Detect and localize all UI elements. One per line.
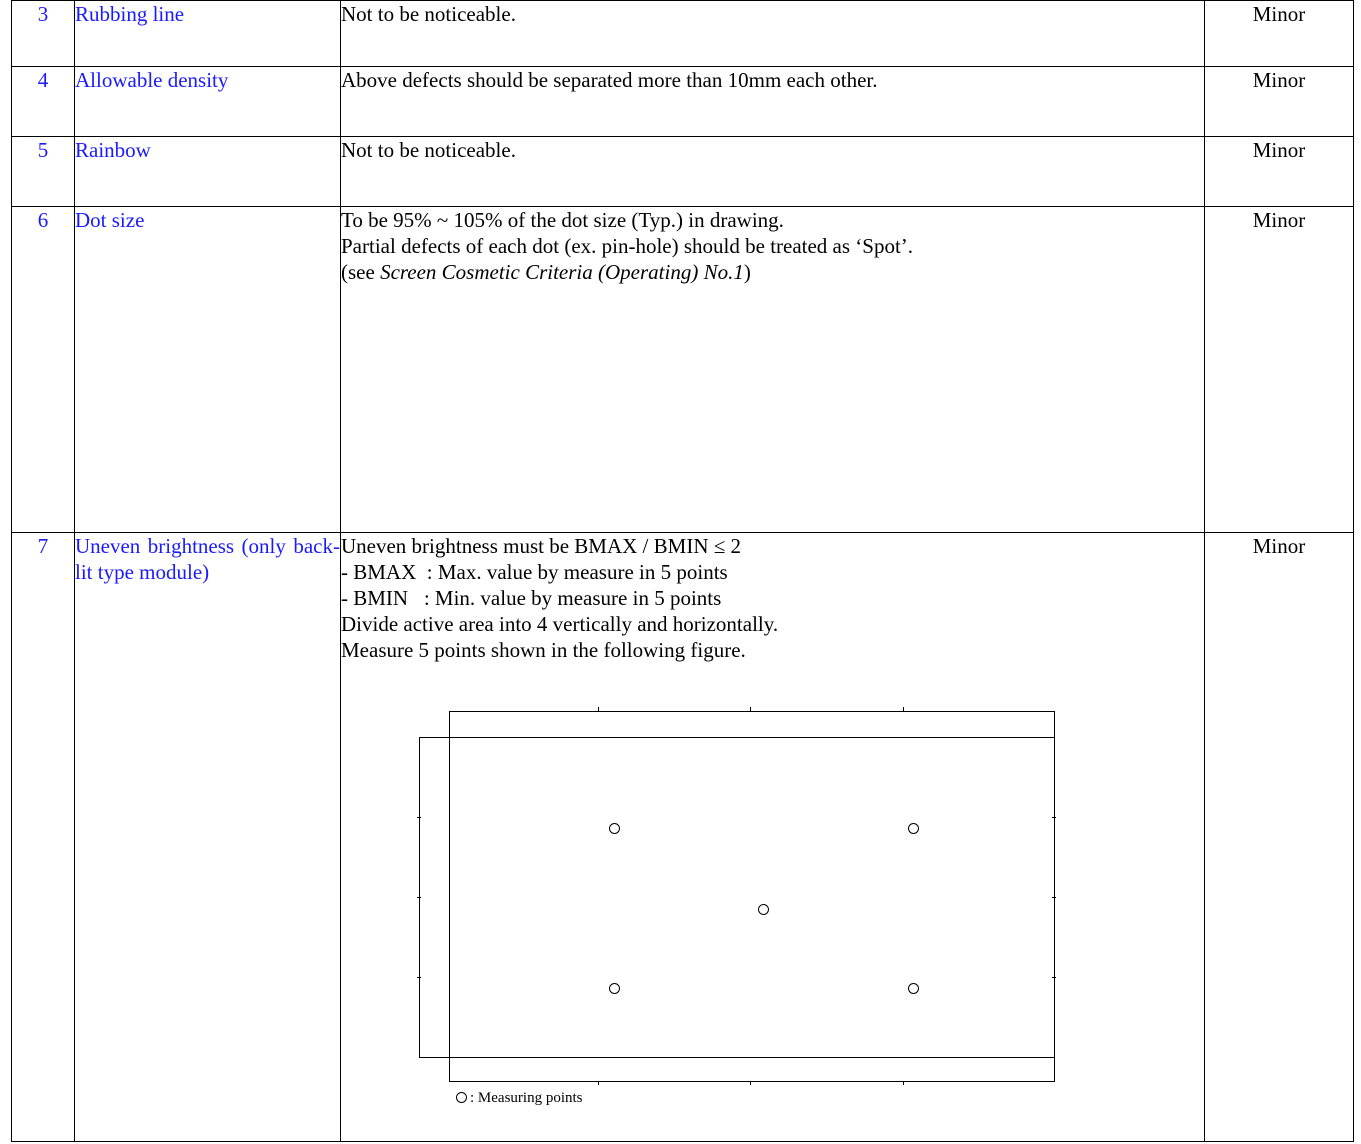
criteria-line: Uneven brightness must be BMAX / BMIN ≤ 2 xyxy=(341,534,742,558)
row-number: 4 xyxy=(12,67,75,137)
criteria-text xyxy=(341,533,1205,1142)
row-number: 7 xyxy=(12,533,75,1142)
measuring-point-icon xyxy=(456,1092,467,1103)
reference-suffix: ) xyxy=(743,260,751,284)
criteria-line: Divide active area into 4 vertically and horizontally. xyxy=(341,612,779,636)
row-number: 6 xyxy=(12,207,75,533)
item-name: Uneven brightness (only back-lit type module) xyxy=(75,533,341,1142)
criteria-text: Above defects should be separated more than 10mm each other. xyxy=(341,67,1205,137)
defect-class: Minor xyxy=(1205,137,1354,207)
table-row xyxy=(12,1,1354,67)
row-number: 5 xyxy=(12,137,75,207)
table-row xyxy=(12,67,1354,137)
table-row xyxy=(12,207,1354,533)
row-number: 3 xyxy=(12,1,75,67)
criteria-line: To be 95% ~ 105% of the dot size (Typ.) in drawing. xyxy=(341,208,784,232)
defect-class: Minor xyxy=(1205,207,1354,533)
reference-prefix: (see xyxy=(341,260,381,284)
item-name: Rainbow xyxy=(75,137,341,207)
criteria-line: Partial defects of each dot (ex. pin-hole) should be treated as ‘Spot’. xyxy=(341,234,914,258)
item-name: Dot size xyxy=(75,207,341,533)
criteria-line: Measure 5 points shown in the following figure. xyxy=(341,638,746,662)
item-name: Allowable density xyxy=(75,67,341,137)
item-name: Rubbing line xyxy=(75,1,341,67)
criteria-line: - BMIN : Min. value by measure in 5 points xyxy=(341,586,722,610)
table-row xyxy=(12,533,1354,1142)
criteria-reference xyxy=(341,259,1204,285)
criteria-line: - BMAX : Max. value by measure in 5 points xyxy=(341,560,728,584)
defect-class: Minor xyxy=(1205,1,1354,67)
reference-title: Screen Cosmetic Criteria (Operating) No.1 xyxy=(380,260,744,284)
criteria-text: Not to be noticeable. xyxy=(341,1,1205,67)
defect-class: Minor xyxy=(1205,533,1354,1142)
criteria-text: Not to be noticeable. xyxy=(341,137,1205,207)
criteria-text xyxy=(341,207,1205,533)
criteria-table xyxy=(11,0,1354,1142)
table-row xyxy=(12,137,1354,207)
legend-text: : Measuring points xyxy=(470,1090,583,1106)
defect-class: Minor xyxy=(1205,67,1354,137)
figure-legend xyxy=(456,1089,583,1107)
